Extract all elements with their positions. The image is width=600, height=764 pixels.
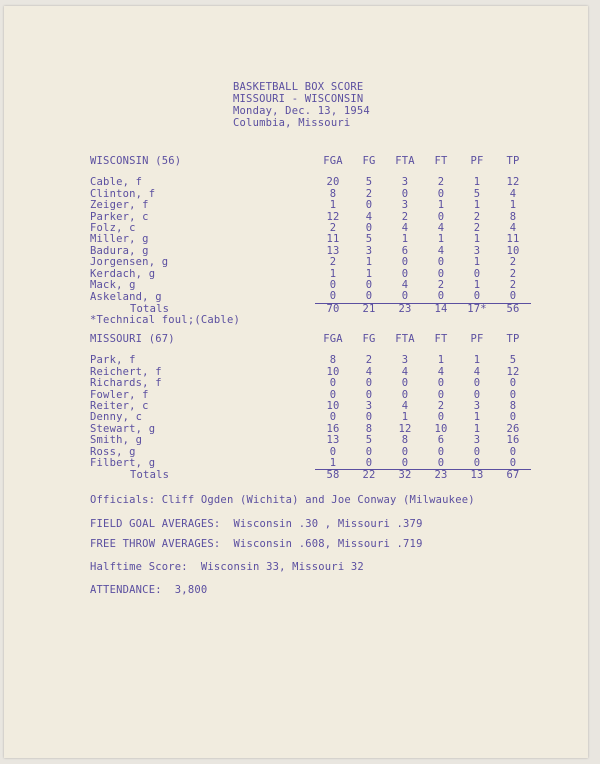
- total-pf: 17*: [459, 303, 495, 315]
- stat-fga: 2: [329, 256, 337, 269]
- stat-fta: 4: [401, 400, 409, 413]
- officials-line: Officials: Cliff Ogden (Wichita) and Joe Conway (Milwaukee): [90, 494, 475, 506]
- stat-tp: 1: [509, 199, 517, 212]
- stat-fg: 5: [365, 176, 373, 189]
- stat-fg: 0: [365, 457, 373, 470]
- stat-fg: 5: [365, 434, 373, 447]
- stat-pf: 0: [473, 457, 481, 470]
- attendance: ATTENDANCE: 3,800: [90, 584, 208, 596]
- player-row: [90, 378, 531, 389]
- player-name: Reiter, c: [90, 400, 149, 413]
- total-ft: 23: [423, 470, 459, 482]
- player-name: Fowler, f: [90, 388, 149, 401]
- stat-tp: 12: [506, 176, 520, 189]
- stat-fg: 4: [365, 365, 373, 378]
- col-header-fga: FGA: [323, 155, 343, 167]
- technical-foul-note: *Technical foul;(Cable): [90, 314, 240, 326]
- stat-fg: 2: [365, 187, 373, 200]
- stat-fga: 10: [326, 400, 340, 413]
- free-throw-averages: FREE THROW AVERAGES: Wisconsin .608, Missouri .719: [90, 538, 423, 550]
- stat-tp: 4: [509, 222, 517, 235]
- total-tp: 67: [495, 470, 531, 482]
- header-matchup: MISSOURI - WISCONSIN: [233, 93, 364, 105]
- total-tp: 56: [495, 303, 531, 315]
- col-header-fg: FG: [362, 155, 376, 167]
- stat-ft: 0: [437, 187, 445, 200]
- stat-pf: 1: [473, 354, 481, 367]
- stat-fga: 12: [326, 210, 340, 223]
- stat-fg: 0: [365, 199, 373, 212]
- stat-fta: 4: [401, 279, 409, 292]
- stat-pf: 1: [473, 199, 481, 212]
- stat-ft: 4: [437, 365, 445, 378]
- stat-ft: 0: [437, 210, 445, 223]
- stat-fg: 4: [365, 210, 373, 223]
- player-name: Clinton, f: [90, 187, 156, 200]
- stat-pf: 2: [473, 210, 481, 223]
- player-name: Stewart, g: [90, 422, 156, 435]
- wisconsin-team-title: WISCONSIN (56): [90, 155, 182, 167]
- stat-tp: 0: [509, 457, 517, 470]
- stat-fta: 2: [401, 210, 409, 223]
- stat-fg: 1: [365, 267, 373, 280]
- stat-fg: 0: [365, 222, 373, 235]
- stat-fg: 3: [365, 400, 373, 413]
- player-row: [90, 435, 531, 446]
- stat-fga: 0: [329, 377, 337, 390]
- stat-fta: 3: [401, 354, 409, 367]
- stat-ft: 2: [437, 279, 445, 292]
- stat-tp: 16: [506, 434, 520, 447]
- player-name: Parker, c: [90, 210, 149, 223]
- stat-ft: 1: [437, 233, 445, 246]
- missouri-box-score: [90, 334, 531, 482]
- stat-ft: 4: [437, 244, 445, 257]
- total-fg: 22: [351, 470, 387, 482]
- stat-fga: 10: [326, 365, 340, 378]
- col-header-fta: FTA: [395, 155, 415, 167]
- stat-fg: 1: [365, 256, 373, 269]
- stat-fga: 8: [329, 187, 337, 200]
- player-name: Smith, g: [90, 434, 143, 447]
- player-row: [90, 401, 531, 412]
- stat-fga: 13: [326, 434, 340, 447]
- stat-tp: 10: [506, 244, 520, 257]
- stat-pf: 2: [473, 222, 481, 235]
- stat-ft: 2: [437, 400, 445, 413]
- player-name: Cable, f: [90, 176, 143, 189]
- player-name: Askeland, g: [90, 290, 162, 303]
- stat-tp: 4: [509, 187, 517, 200]
- player-row: [90, 257, 531, 268]
- stat-pf: 0: [473, 267, 481, 280]
- col-header-fta: FTA: [395, 333, 415, 345]
- total-pf: 13: [459, 470, 495, 482]
- total-fg: 21: [351, 303, 387, 315]
- stat-pf: 3: [473, 244, 481, 257]
- stat-fg: 2: [365, 354, 373, 367]
- player-name: Ross, g: [90, 445, 136, 458]
- wisconsin-header-row: [90, 156, 531, 167]
- stat-fg: 0: [365, 411, 373, 424]
- field-goal-averages: FIELD GOAL AVERAGES: Wisconsin .30 , Missouri .379: [90, 518, 423, 530]
- stat-fga: 1: [329, 457, 337, 470]
- stat-fta: 8: [401, 434, 409, 447]
- stat-fg: 0: [365, 377, 373, 390]
- stat-pf: 3: [473, 400, 481, 413]
- stat-tp: 0: [509, 388, 517, 401]
- player-row: [90, 424, 531, 435]
- stat-ft: 0: [437, 411, 445, 424]
- player-row: [90, 189, 531, 200]
- stat-fga: 1: [329, 267, 337, 280]
- stat-tp: 12: [506, 365, 520, 378]
- player-row: [90, 269, 531, 280]
- stat-tp: 11: [506, 233, 520, 246]
- stat-tp: 0: [509, 411, 517, 424]
- player-name: Badura, g: [90, 244, 149, 257]
- player-row: [90, 447, 531, 458]
- stat-tp: 8: [509, 210, 517, 223]
- stat-fga: 2: [329, 222, 337, 235]
- stat-fta: 0: [401, 457, 409, 470]
- stat-fta: 4: [401, 222, 409, 235]
- player-row: [90, 200, 531, 211]
- total-ft: 14: [423, 303, 459, 315]
- stat-fga: 13: [326, 244, 340, 257]
- col-header-ft: FT: [434, 155, 448, 167]
- stat-fta: 3: [401, 176, 409, 189]
- stat-pf: 1: [473, 422, 481, 435]
- stat-fg: 0: [365, 279, 373, 292]
- total-fta: 23: [387, 303, 423, 315]
- stat-tp: 0: [509, 445, 517, 458]
- player-row: [90, 458, 531, 470]
- col-header-fg: FG: [362, 333, 376, 345]
- wisconsin-box-score: [90, 156, 531, 315]
- player-name: Park, f: [90, 354, 136, 367]
- player-name: Miller, g: [90, 233, 149, 246]
- halftime-score: Halftime Score: Wisconsin 33, Missouri 32: [90, 561, 364, 573]
- stat-fta: 0: [401, 256, 409, 269]
- stat-pf: 5: [473, 187, 481, 200]
- totals-label: Totals: [130, 469, 170, 482]
- stat-fga: 20: [326, 176, 340, 189]
- stat-fta: 6: [401, 244, 409, 257]
- totals-row: [90, 470, 531, 482]
- player-row: [90, 223, 531, 234]
- stat-fta: 1: [401, 233, 409, 246]
- stat-ft: 0: [437, 388, 445, 401]
- paper-sheet: [4, 6, 588, 758]
- stat-ft: 0: [437, 377, 445, 390]
- player-row: [90, 412, 531, 423]
- col-header-pf: PF: [470, 333, 484, 345]
- col-header-pf: PF: [470, 155, 484, 167]
- stat-ft: 1: [437, 354, 445, 367]
- stat-ft: 0: [437, 267, 445, 280]
- stat-ft: 1: [437, 199, 445, 212]
- stat-fg: 3: [365, 244, 373, 257]
- stat-ft: 2: [437, 176, 445, 189]
- col-header-ft: FT: [434, 333, 448, 345]
- player-row: [90, 390, 531, 401]
- stat-fga: 0: [329, 445, 337, 458]
- stat-ft: 0: [437, 457, 445, 470]
- stat-fg: 5: [365, 233, 373, 246]
- stat-ft: 0: [437, 290, 445, 303]
- stat-fta: 0: [401, 445, 409, 458]
- stat-tp: 0: [509, 377, 517, 390]
- stat-fga: 0: [329, 279, 337, 292]
- stat-fga: 0: [329, 411, 337, 424]
- stat-tp: 8: [509, 400, 517, 413]
- col-header-tp: TP: [506, 155, 520, 167]
- header-title: BASKETBALL BOX SCORE: [233, 81, 364, 93]
- stat-fga: 1: [329, 199, 337, 212]
- stat-tp: 2: [509, 256, 517, 269]
- player-row: [90, 291, 531, 303]
- stat-pf: 1: [473, 233, 481, 246]
- stat-ft: 4: [437, 222, 445, 235]
- stat-pf: 0: [473, 290, 481, 303]
- player-name: Kerdach, g: [90, 267, 156, 280]
- player-name: Denny, c: [90, 411, 143, 424]
- stat-pf: 0: [473, 377, 481, 390]
- stat-tp: 2: [509, 267, 517, 280]
- player-row: [90, 234, 531, 245]
- player-row: [90, 280, 531, 291]
- stat-fga: 16: [326, 422, 340, 435]
- stat-tp: 26: [506, 422, 520, 435]
- stat-ft: 10: [434, 422, 448, 435]
- stat-pf: 4: [473, 365, 481, 378]
- stat-fg: 0: [365, 445, 373, 458]
- player-name: Jorgensen, g: [90, 256, 169, 269]
- stat-tp: 5: [509, 354, 517, 367]
- stat-pf: 0: [473, 445, 481, 458]
- player-name: Reichert, f: [90, 365, 162, 378]
- total-fta: 32: [387, 470, 423, 482]
- header-date: Monday, Dec. 13, 1954: [233, 105, 370, 117]
- stat-fta: 0: [401, 290, 409, 303]
- stat-fta: 12: [398, 422, 412, 435]
- stat-fta: 0: [401, 388, 409, 401]
- player-row: [90, 177, 531, 188]
- stat-fga: 0: [329, 290, 337, 303]
- header-location: Columbia, Missouri: [233, 117, 351, 129]
- document-header: [233, 81, 370, 129]
- stat-fta: 4: [401, 365, 409, 378]
- player-name: Folz, c: [90, 222, 136, 235]
- total-fga: 70: [315, 303, 351, 315]
- player-name: Filbert, g: [90, 457, 156, 470]
- stat-fg: 0: [365, 388, 373, 401]
- stat-pf: 1: [473, 279, 481, 292]
- stat-pf: 0: [473, 388, 481, 401]
- stat-ft: 0: [437, 256, 445, 269]
- col-header-fga: FGA: [323, 333, 343, 345]
- player-name: Zeiger, f: [90, 199, 149, 212]
- stat-fta: 3: [401, 199, 409, 212]
- missouri-header-row: [90, 334, 531, 345]
- stat-fta: 0: [401, 187, 409, 200]
- missouri-team-title: MISSOURI (67): [90, 333, 175, 345]
- stat-tp: 2: [509, 279, 517, 292]
- stat-ft: 6: [437, 434, 445, 447]
- stat-pf: 1: [473, 256, 481, 269]
- stat-pf: 1: [473, 411, 481, 424]
- player-name: Richards, f: [90, 377, 162, 390]
- stat-fta: 0: [401, 377, 409, 390]
- total-fga: 58: [315, 470, 351, 482]
- stat-fta: 1: [401, 411, 409, 424]
- stat-fga: 0: [329, 388, 337, 401]
- player-name: Mack, g: [90, 279, 136, 292]
- stat-tp: 0: [509, 290, 517, 303]
- stat-pf: 1: [473, 176, 481, 189]
- stat-ft: 0: [437, 445, 445, 458]
- stat-fga: 8: [329, 354, 337, 367]
- col-header-tp: TP: [506, 333, 520, 345]
- player-row: [90, 212, 531, 223]
- stat-fg: 0: [365, 290, 373, 303]
- stat-fg: 8: [365, 422, 373, 435]
- totals-label: Totals: [130, 302, 170, 315]
- stat-fga: 11: [326, 233, 340, 246]
- stat-fta: 0: [401, 267, 409, 280]
- stat-pf: 3: [473, 434, 481, 447]
